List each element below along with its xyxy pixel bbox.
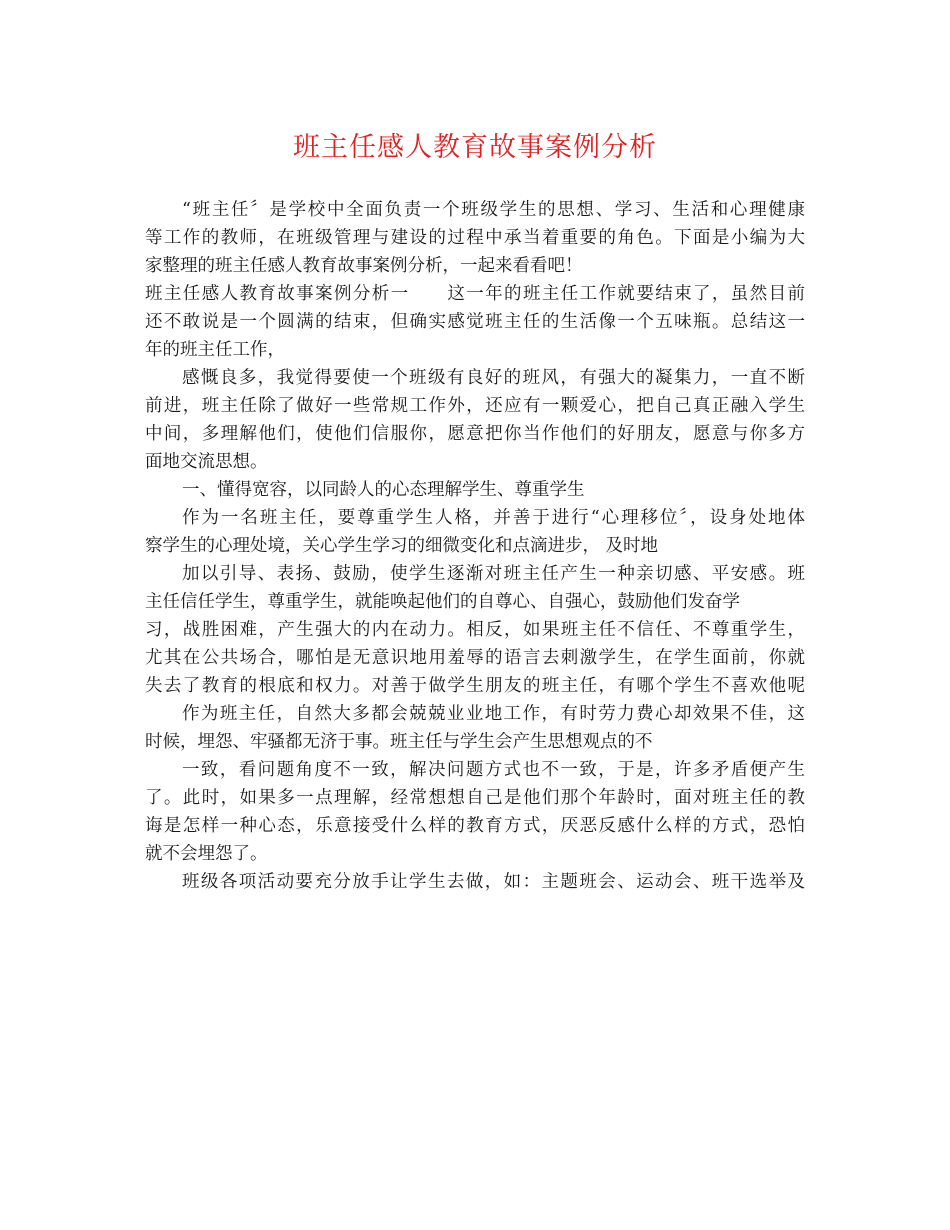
paragraph (145, 868, 805, 896)
text-line: 了。此时，如果多一点理解，经常想想自己是他们那个年龄时，面对班主任的教 (145, 788, 805, 808)
paragraph-intro (145, 196, 805, 280)
text-line: 一、懂得宽容，以同龄人的心态理解学生、尊重学生 (182, 480, 585, 500)
text-line: 主任信任学生，尊重学生，就能唤起他们的自尊心、自强心，鼓励他们发奋学 (145, 592, 740, 612)
section-heading (145, 476, 805, 504)
text-line: 察学生的心理处境，关心学生学习的细微变化和点滴进步， 及时地 (145, 536, 659, 556)
text-line: 中间，多理解他们，使他们信服你，愿意把你当作他们的好朋友，愿意与你多方 (145, 424, 805, 444)
text-line: 失去了教育的根底和权力。对善于做学生朋友的班主任，有哪个学生不喜欢他呢 (145, 676, 805, 696)
text-line: 家整理的班主任感人教育故事案例分析，一起来看看吧！ (145, 256, 583, 276)
document-title: 班主任感人教育故事案例分析 (293, 132, 657, 163)
document-page (145, 0, 805, 896)
paragraph (145, 504, 805, 560)
text-line: 面地交流思想。 (145, 452, 268, 472)
text-line: 一致，看问题角度不一致，解决问题方式也不一致，于是，许多矛盾便产生 (182, 760, 805, 780)
text-line: 时候，埋怨、牢骚都无济于事。班主任与学生会产生思想观点的不 (145, 732, 653, 752)
text-line: 作为一名班主任，要尊重学生人格，并善于进行“心理移位〞，设身处地体 (182, 508, 805, 528)
paragraph (145, 756, 805, 868)
text-line: 感慨良多，我觉得要使一个班级有良好的班风，有强大的凝集力，一直不断 (182, 368, 805, 388)
paragraph-case1 (145, 280, 805, 364)
text-line: 加以引导、表扬、鼓励，使学生逐渐对班主任产生一种亲切感、平安感。班 (182, 564, 805, 584)
text-line: “班主任〞是学校中全面负责一个班级学生的思想、学习、生活和心理健康 (182, 200, 805, 220)
paragraph (145, 364, 805, 476)
text-line: 前进，班主任除了做好一些常规工作外，还应有一颗爱心，把自己真正融入学生 (145, 396, 805, 416)
text-line: 班级各项活动要充分放手让学生去做，如：主题班会、运动会、班干选举及 (182, 872, 805, 892)
text-line: 等工作的教师，在班级管理与建设的过程中承当着重要的角色。下面是小编为大 (145, 228, 805, 248)
text-line: 作为班主任，自然大多都会兢兢业业地工作，有时劳力费心却效果不佳，这 (182, 704, 805, 724)
text-line: 尤其在公共场合，哪怕是无意识地用羞辱的语言去刺激学生，在学生面前，你就 (145, 648, 805, 668)
text-line: 年的班主任工作， (145, 340, 285, 360)
text-line: 还不敢说是一个圆满的结束，但确实感觉班主任的生活像一个五味瓶。总结这一 (145, 312, 805, 332)
text-line: 就不会埋怨了。 (145, 844, 268, 864)
text-line: 诲是怎样一种心态，乐意接受什么样的教育方式，厌恶反感什么样的方式，恐怕 (145, 816, 805, 836)
paragraph (145, 560, 805, 700)
paragraph (145, 700, 805, 756)
document-body (145, 196, 805, 896)
text-line: 习，战胜困难，产生强大的内在动力。相反，如果班主任不信任、不尊重学生， (145, 620, 805, 640)
text-line: 班主任感人教育故事案例分析一 这一年的班主任工作就要结束了，虽然目前 (145, 284, 805, 304)
